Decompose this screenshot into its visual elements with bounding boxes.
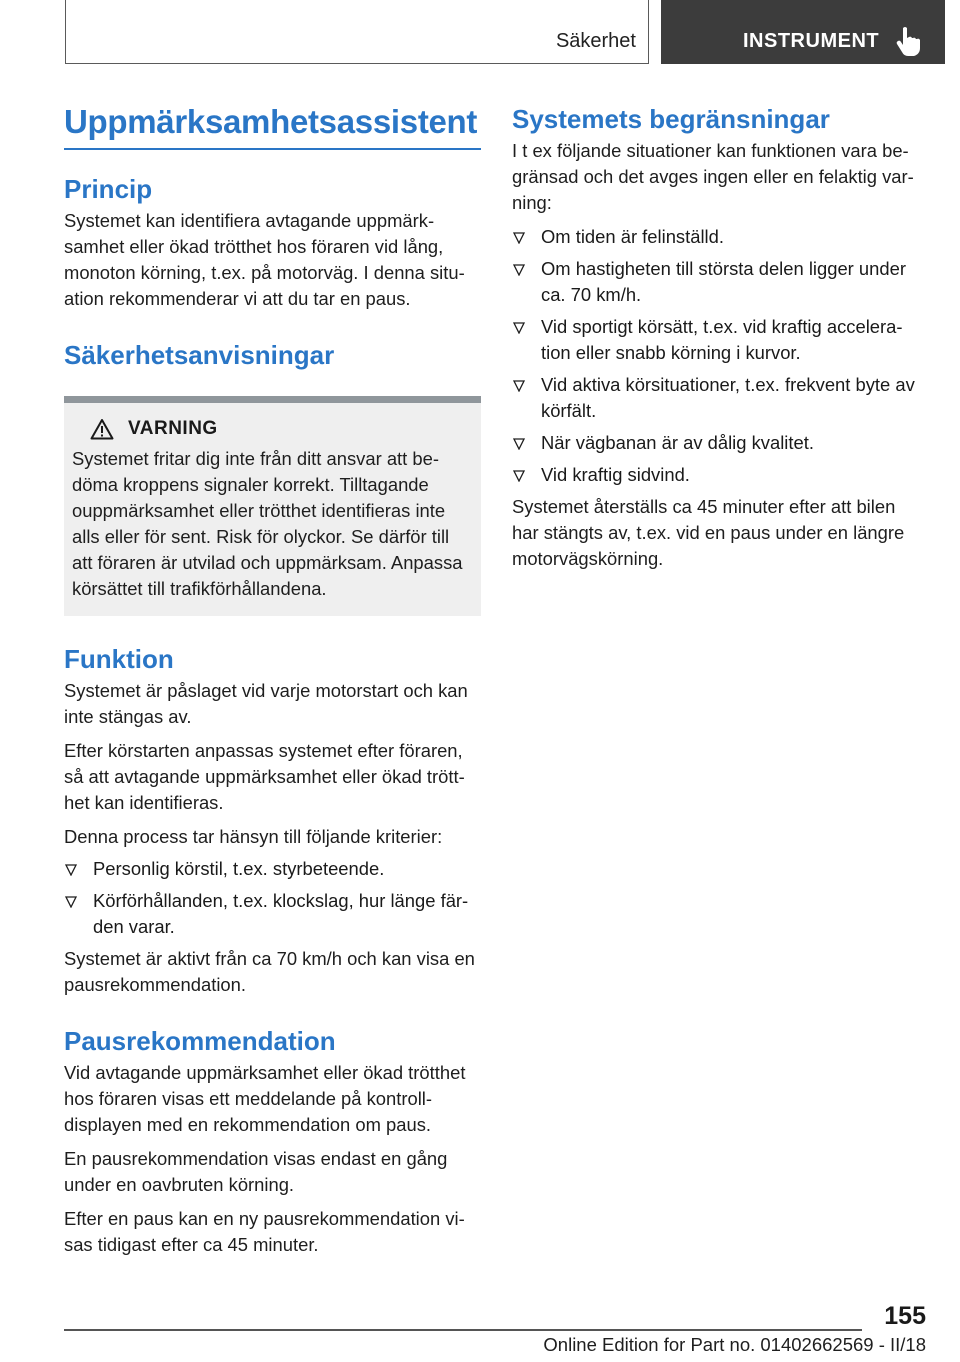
triangle-bullet-icon [513, 438, 525, 450]
limitations-list [512, 224, 926, 488]
header-section-tab[interactable] [65, 0, 649, 64]
header-chapter-label: INSTRUMENT [743, 30, 880, 52]
page-title: Uppmärksamhetsassistent [64, 103, 478, 140]
warning-bar [64, 396, 481, 403]
list-item: Vid kraftig sidvind. [512, 462, 926, 488]
left-column [64, 100, 481, 1258]
warning-text: Systemet fritar dig inte från ditt ansvar att bedöma kroppens signaler korrekt. Tilltagande ouppmärksamhet eller trötthet identifieras inte alls eller för sent. Risk för olyckor. Se därför till att föraren är utvilad och uppmärksam. Anpassa körsättet till trafikförhållandena. [72, 447, 463, 599]
funktion-p3: Denna process tar hänsyn till följande kriterier: [64, 825, 443, 847]
page-number: 155 [884, 1302, 926, 1330]
list-item: Om tiden är felinställd. [512, 224, 926, 250]
edition-label: Online Edition for Part no. 01402662569 - II/18 [543, 1334, 926, 1355]
right-column [512, 100, 926, 572]
list-item: När vägbanan är av dålig kvalitet. [512, 430, 926, 456]
triangle-bullet-icon [513, 380, 525, 392]
paus-p2: En pausrekommendation visas endast en gång under en oavbruten körning. [64, 1147, 448, 1195]
funktion-p1: Systemet är påslaget vid varje motorstart och kan inte stängas av. [64, 679, 468, 727]
pointing-hand-icon [895, 26, 921, 56]
paus-p3: Efter en paus kan en ny pausrekommendation visas tidigast efter ca 45 minuter. [64, 1207, 465, 1255]
list-item: Personlig körstil, t.ex. styrbeteende. [64, 856, 481, 882]
funktion-p2: Efter körstarten anpassas systemet efter föraren, så att avtagande uppmärksamhet eller ökad trötthet kan identifieras. [64, 739, 465, 813]
triangle-bullet-icon [513, 322, 525, 334]
header-section-label: Säkerhet [555, 30, 636, 52]
list-item: Vid aktiva körsituationer, t.ex. frekvent byte av körfält. [512, 372, 926, 424]
heading-limitations: Systemets begränsningar [512, 104, 830, 134]
heading-paus: Pausrekommendation [64, 1025, 336, 1056]
warning-box [64, 396, 481, 616]
triangle-bullet-icon [513, 232, 525, 244]
list-item: Om hastigheten till största delen ligger under ca. 70 km/h. [512, 256, 926, 308]
warning-label: VARNING [128, 417, 218, 439]
criteria-list [64, 856, 481, 940]
footer-divider [64, 1329, 862, 1331]
list-item: Vid sportigt körsätt, t.ex. vid kraftig acceleration eller snabb körning i kurvor. [512, 314, 926, 366]
heading-funktion: Funktion [64, 643, 174, 674]
triangle-bullet-icon [65, 864, 77, 876]
title-divider [64, 148, 481, 150]
limitations-intro: I t ex följande situationer kan funktionen vara begränsad och det avges ingen eller en felaktig varning: [512, 140, 914, 213]
limitations-outro: Systemet återställs ca 45 minuter efter att bilen har stängts av, t.ex. vid en paus under en längre motorvägskörning. [512, 496, 905, 569]
heading-princip: Princip [64, 173, 153, 204]
triangle-bullet-icon [513, 264, 525, 276]
funktion-p4: Systemet är aktivt från ca 70 km/h och kan visa en pausrekommendation. [64, 947, 475, 995]
warning-triangle-icon [90, 418, 114, 440]
princip-text: Systemet kan identifiera avtagande uppmärksamhet eller ökad trötthet hos föraren vid lång, monoton körning, t.ex. på motorväg. I denna situation rekommenderar vi att du tar en paus. [64, 209, 465, 309]
paus-p1: Vid avtagande uppmärksamhet eller ökad trötthet hos föraren visas ett meddelande på kontrolldisplayen med en rekommendation om paus. [64, 1061, 466, 1135]
header-chapter-tab[interactable] [661, 0, 945, 64]
triangle-bullet-icon [65, 896, 77, 908]
triangle-bullet-icon [513, 470, 525, 482]
heading-safety: Säkerhetsanvisningar [64, 339, 335, 370]
list-item: Körförhållanden, t.ex. klockslag, hur länge färden varar. [64, 888, 481, 940]
